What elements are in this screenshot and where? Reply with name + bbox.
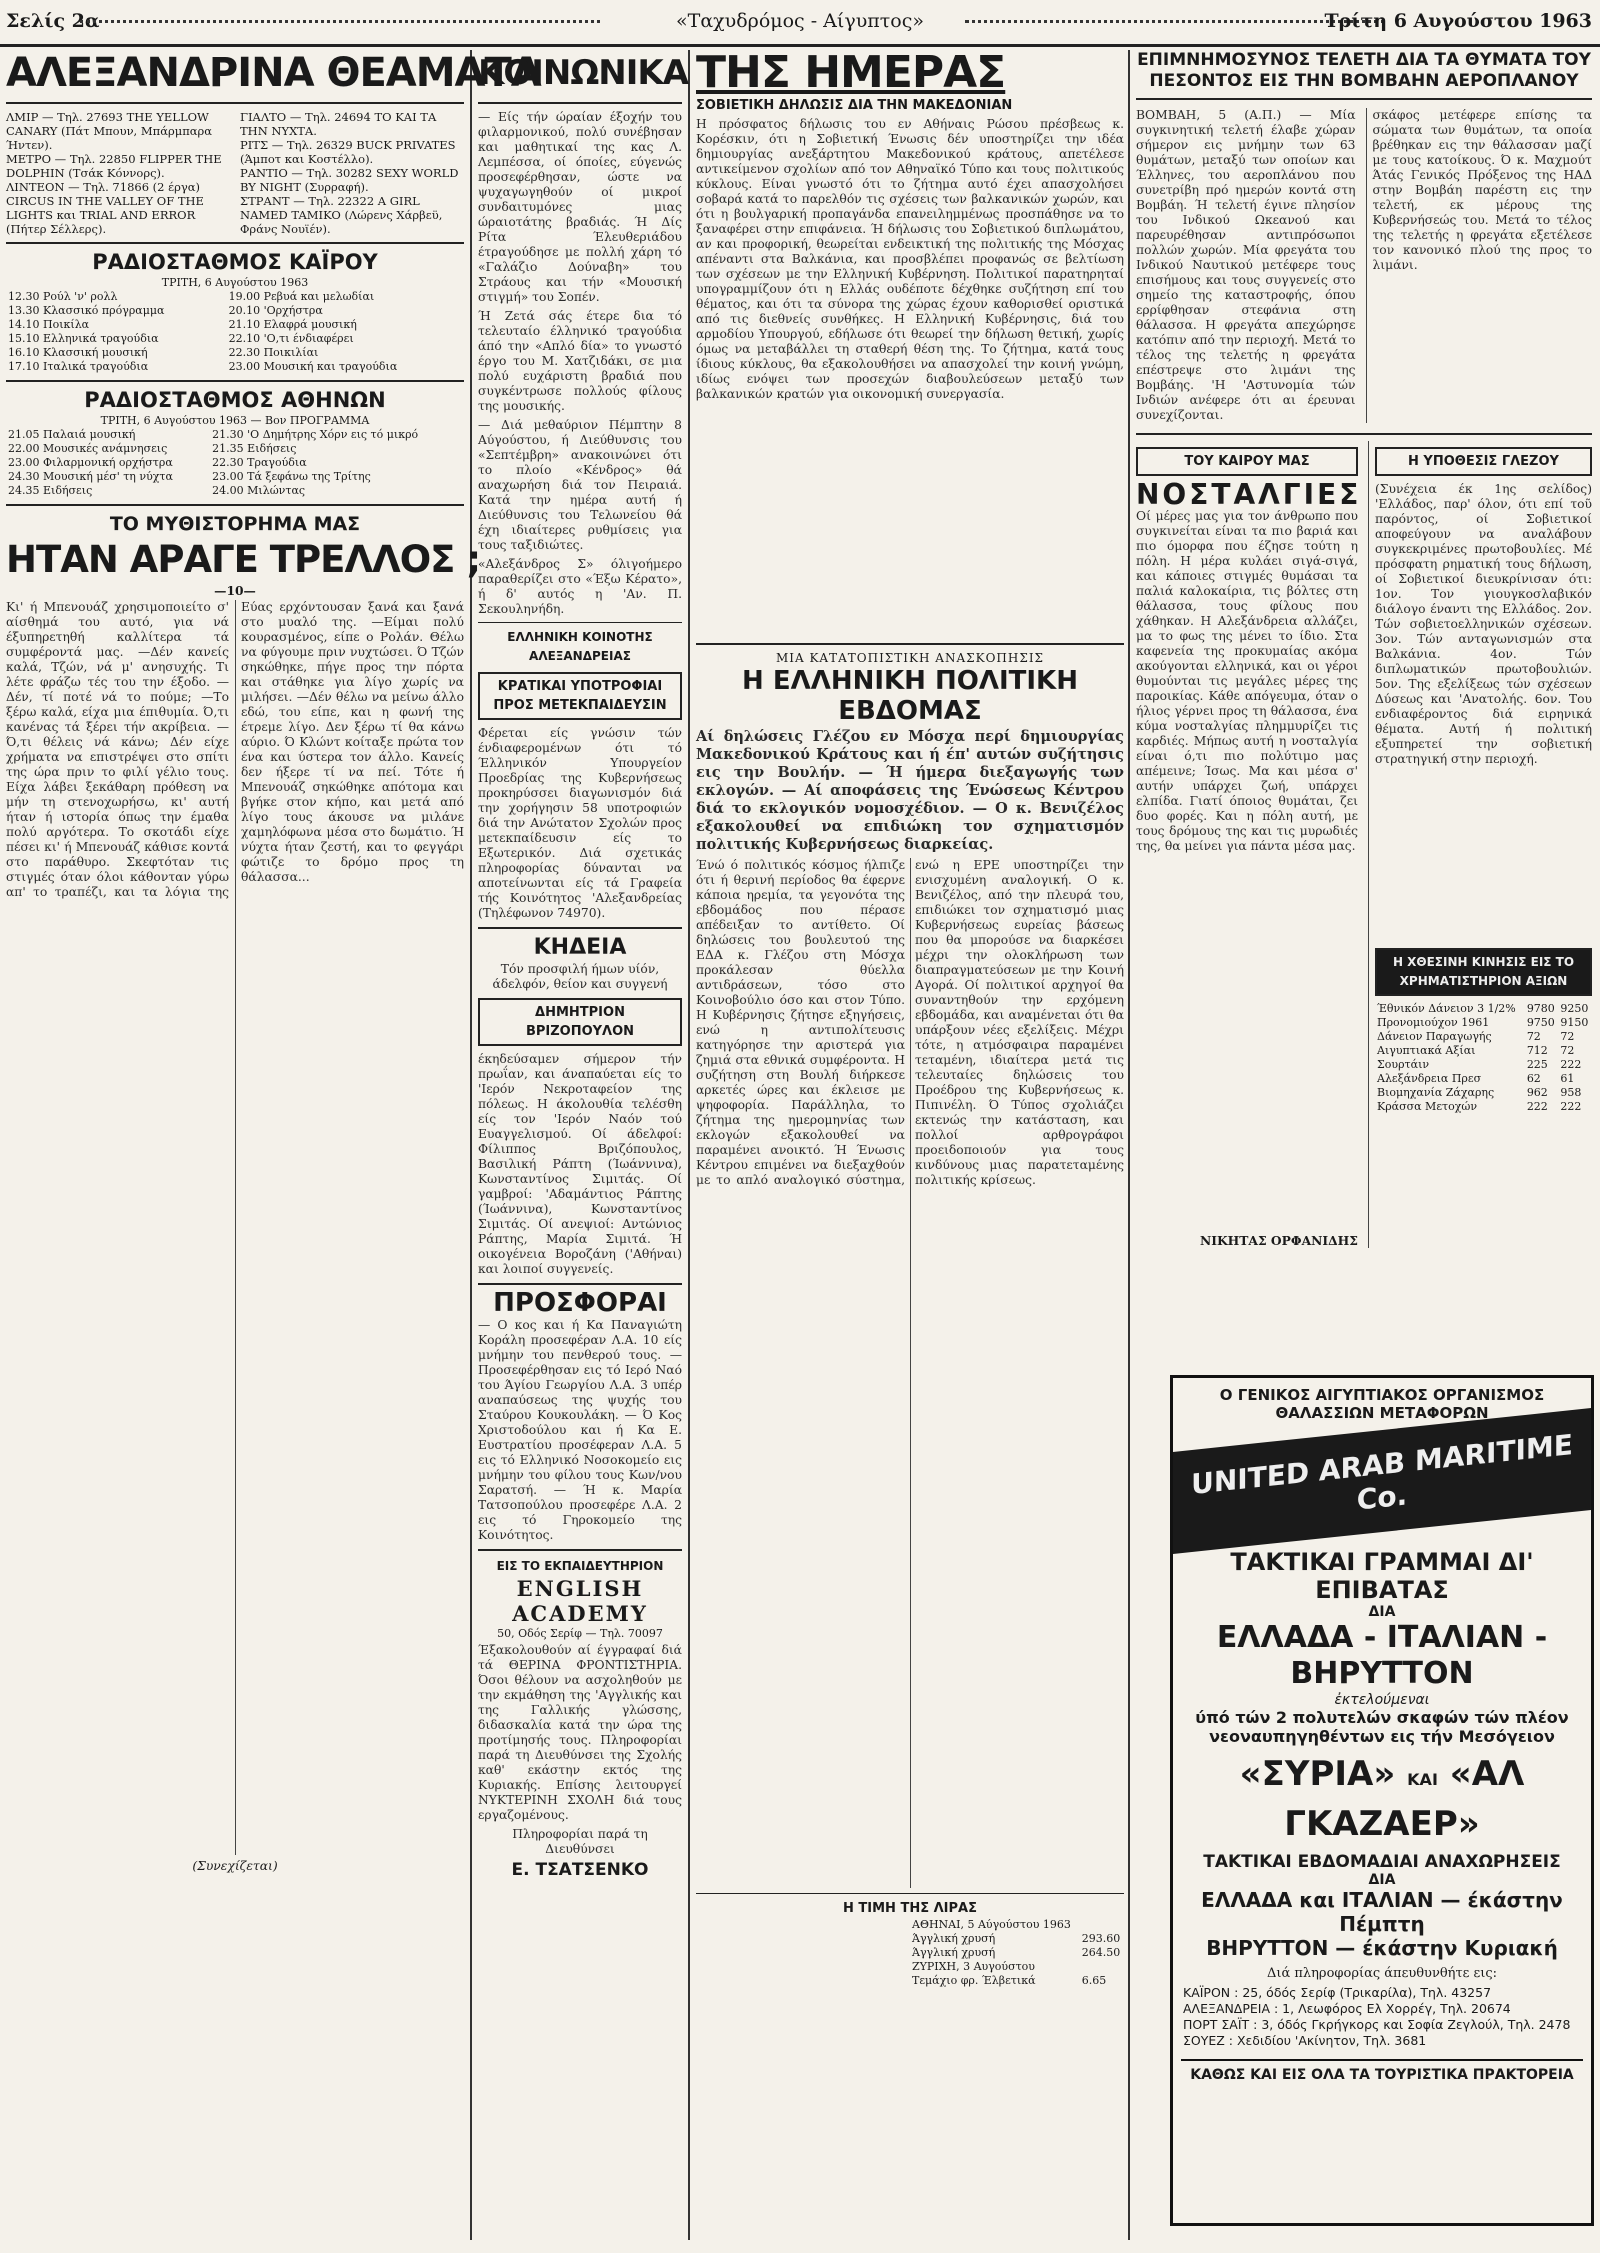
ad-ship-syria: «ΣΥΡΙΑ» — [1239, 1754, 1396, 1794]
radio-cairo-date: ΤΡΙΤΗ, 6 Αυγούστου 1963 — [161, 276, 309, 289]
rate-value: 264.50 — [1081, 1946, 1121, 1959]
divider — [6, 380, 464, 382]
divider — [478, 102, 682, 104]
divider — [478, 622, 682, 623]
ad-info: Διά πληροφορίας άπευθυνθήτε εις: — [1266, 1966, 1498, 1981]
ad-route-weekly: ΕΛΛΑΔΑ και ΙΤΑΛΙΑΝ — έκάστην Πέμπτη — [1201, 1888, 1563, 1936]
funeral-name: ΔΗΜΗΤΡΙΟΝ ΒΡΙΖΟΠΟΥΛΟΝ — [478, 998, 682, 1046]
ad-organization: Ο ΓΕΝΙΚΟΣ ΑΙΓΥΠΤΙΑΚΟΣ ΟΡΓΑΝΙΣΜΟΣ ΘΑΛΑΣΣΙΩΝ ΜΕΤΑΦΟΡΩΝ — [1219, 1386, 1545, 1422]
market-name: Έθνικόν Δάνειον 3 1/2% — [1377, 1002, 1516, 1015]
lead-headline: ΣΟΒΙΕΤΙΚΗ ΔΗΛΩΣΙΣ ΔΙΑ ΤΗΝ ΜΑΚΕΔΟΝΙΑΝ — [696, 98, 1013, 113]
market-open: 962 — [1526, 1086, 1548, 1099]
divider — [696, 1893, 1124, 1894]
rate-value: 293.60 — [1081, 1932, 1121, 1945]
scholarship-body: Φέρεται είς γνώσιν τών ένδιαφερομένων ότι τό Έλληνικόν Υπουργείον Προεδρίας της Κυβερνήσεως προκηρύσσει διαγωνισμόν διά την χορήγησιν 58 υποτροφιών διά την Ανώτατον Σχολών προς μετεκπαίδευσιν είς το Εξωτερικόν. Διά σχετικάς πληροφορίας δύνανται να αποτείνωνται είς τά Γραφεία τής Κοινότητος 'Αλεξανδρείας (Τηλέφωνον 74970). — [478, 726, 682, 920]
novel-continued: (Συνεχίζεται) — [192, 1859, 278, 1873]
glezos-column — [1368, 441, 1592, 1248]
scholarship-heading: ΚΡΑΤΙΚΑΙ ΥΠΟΤΡΟΦΙΑΙ ΠΡΟΣ ΜΕΤΕΚΠΑΙΔΕΥΣΙΝ — [478, 672, 682, 720]
rate-value: 6.65 — [1081, 1974, 1107, 1987]
lead-body: Η πρόσφατος δήλωσις του εν Αθήναις Ρώσου πρέσβεως κ. Κορέσκιν, ότι η Σοβιετική Ένωσις δέν υποστηρίζει την ιδέα δημιουργίας ανεξάρτητου Μακεδονικού κράτους, απετέλεσε αντικείμενον σχολίων από τον Αθηναϊκό Τύπο και τους πολιτικούς κύκλους. Είναι γνωστό ότι το ζήτημα αυτό έχει απασχολήσει σοβαρά κατά το παρελθόν τις σχέσεις των βαλκανικών χωρών, και ότι η βουλγαρική προπαγάνδα επανειλημμένως προσπάθησε να το ξαναφέρει στην επιφάνεια. Ή δήλωσις του Σοβιετικού διπλωμάτου, αν και προφορική, θεωρείται ενδεικτική της πολιτικής της Μόσχας απέναντι στα Βαλκάνια, και προσβλέπει προφανώς σε βελτίωση των σχέσεων με την Ελληνική Κυβέρνηση. Πολιτικοί παρατηρηταί υπογραμμίζουν ότι η Ελλάς ουδέποτε δέχθηκε συζήτηση επί του θέματος, και ότι τα σύνορα της χώρας έχουν καθορισθεί οριστικά από τις διεθνείς συνθήκες. Η Ελληνική Κυβέρνησις, διά του αρμοδίου Υπουργού, εδήλωσε ότι θεωρεί την δήλωση θετική, χωρίς όμως να μεταβάλλει τη σταθερή θέση της. Το ζήτημα, κατά τους ίδιους κύκλους, θα εξακολουθήσει να απασχολεί την κοινή γνώμη, ιδίως ενόψει των προσεχών διαβουλεύσεων μεταξύ των βαλκανικών κρατών για οικονομική συνεργασία. — [696, 117, 1124, 401]
rate-value — [1080, 1918, 1124, 1932]
memorial-body: ΒΟΜΒΑΗ, 5 (Α.Π.) — Μία συγκινητική τελετή έλαβε χώραν σήμερον εις μνήμην των 63 θυμάτων, μεταξύ των οποίων και Έλληνες, του αεροπλάνου που συνετρίβη πρό ημερών κοντά στη Βομβάη. Ή τελετή έγινε πλησίον του Ινδικού Ωκεανού και παρευρέθησαν αντιπρόσωποι πολλών χωρών. Μία φρεγάτα του Ινδικού Ναυτικού μετέφερε τους επισήμους και τους συγγενείς στο σημείο της καταστροφής, όπου ερρίφθησαν στεφάνια στη θάλασσα. Η φρεγάτα απεχώρησε κατόπιν από την περιοχή. Μετά το τέλος της τελετής η φρεγάτα επέστρεψε στο λιμάνι της Βομβάης. 'Η 'Αστυνομία τών Ινδιών ανέφερε ότι αι έρευναι συνεχίζονται. — [1136, 108, 1356, 422]
school-director: Ε. ΤΣΑΤΣΕΝΚΟ — [511, 1860, 649, 1880]
market-open: 225 — [1526, 1058, 1548, 1071]
ad-executed: ἐκτελούμεναι — [1334, 1692, 1430, 1708]
social-item: «Αλεξάνδρος Σ» όλιγοήμερο παραθερίζει στο «Έξω Κέρατο», ή δ' αυτός η 'Αν. Π. Σεκουληνήδη. — [478, 557, 682, 616]
review-deck: Αί δηλώσεις Γλέζου εν Μόσχα περί δημιουργίας Μακεδονικού Κράτους και ή έπ' αυτών συζήτησις εις την Βουλήν. — Ή ήμερα διεξαγωγής των εκλογών. — Αί αποφάσεις της Ένώσεως Κέντρου διά το εκλογικόν νομοσχέδιον. — Ο κ. Βενιζέλος εξακολουθεί να επιδιώκη τον σχηματισμόν πολιτικής Κυβερνήσεως διαρκείας. — [696, 728, 1124, 853]
school-footer: Πληροφορίαι παρά τη Διευθύνσει — [512, 1827, 648, 1856]
ad-office: ΑΛΕΞΑΝΔΡΕΙΑ : 1, Λεωφόρος Ελ Χορρέγ, Τηλ. 20674 — [1183, 2001, 1511, 2016]
schedule-item: 24.35 Ειδήσεις — [8, 484, 93, 497]
column-rule — [688, 50, 690, 2240]
cinema-entry: ΛΜΙΡ — Τηλ. 27693 THE YELLOW CANARY (Πάτ Μπουν, Μπάρμπαρα Ήντεν). — [6, 110, 213, 152]
schedule-item: 22.00 Μουσικές ανάμνησεις — [8, 442, 168, 455]
weather-kicker: ΤΟΥ ΚΑΙΡΟΥ ΜΑΣ — [1136, 447, 1358, 476]
market-name: Βιομηχανία Ζάχαρης — [1377, 1086, 1495, 1099]
divider — [478, 1549, 682, 1551]
weather-column — [1136, 441, 1362, 1248]
review-kicker: ΜΙΑ ΚΑΤΑΤΟΠΙΣΤΙΚΗ ΑΝΑΣΚΟΠΗΣΙΣ — [775, 651, 1045, 665]
schedule-item: 13.30 Κλασσικό πρόγραμμα — [8, 304, 165, 317]
schedule-item: 20.10 'Ορχήστρα — [228, 304, 323, 317]
ad-route: ΕΛΛΑΔΑ - ΙΤΑΛΙΑΝ - ΒΗΡΥΤΤΟΝ — [1216, 1620, 1548, 1691]
schedule-item: 16.10 Κλασσική μουσική — [8, 346, 148, 359]
schedule-item: 24.30 Μουσική μέσ' τη νύχτα — [8, 470, 173, 483]
schedule-item: 21.05 Παλαιά μουσική — [8, 428, 136, 441]
schedule-item: 21.10 Ελαφρά μουσική — [228, 318, 357, 331]
cinema-listings — [6, 110, 464, 236]
schedule-item: 23.00 Τά ξεφάνω της Τρίτης — [212, 470, 371, 483]
weather-body: Οί μέρες μας για τον άνθρωπο που συγκινείται είναι τα πιο βαριά και πιο όμορφα που έζησε τούτη η πόλη. Η μέρα κυλάει σιγά-σιγά, και κάποιες στιγμές θυμάσαι τα παλιά καλοκαίρια, τις βόλτες στη θάλασσα, τους φίλους που χάθηκαν. Η Αλεξάνδρεια αλλάζει, μα το φως της μένει το ίδιο. Στα καφενεία της προκυμαίας ακόμα ακούγονται ελληνικά, και οι γέροι θυμούνται τις μεγάλες μέρες της παροικίας. Κάθε απόγευμα, όταν ο ήλιος γέρνει προς τη θάλασσα, ένα κύμα νοσταλγίας πλημμυρίζει τις καρδιές. Μήπως αυτή η νοσταλγία είναι ό,τι πιο πολύτιμο μας απέμεινε; Ίσως. Μα και μέσα σ' αυτήν υπάρχει ζωή, υπάρχει ελπίδα. Γιατί όποιος θυμάται, ζει δυο φορές. Και η πόλη αυτή, με τους δρόμους της και τις μυρωδιές της, θα μείνει για πάντα μέσα μας. — [1136, 509, 1358, 853]
market-close: 72 — [1560, 1030, 1575, 1043]
market-open: 9750 — [1526, 1016, 1555, 1029]
school-name: ENGLISH ACADEMY — [512, 1576, 648, 1626]
glezos-body: (Συνέχεια έκ 1ης σελίδος) 'Ελλάδος, παρ' όλον, ότι επί τοῦ παρόντος, οί Σοβιετικοί αποφεύγουν να αναλάβουν συγκεκριμένες πρωτοβουλίες. Μέ πρόσφατη ρηματική τους δήλωση, οί Σοβιετικοί διευκρίνισαν ότι: 1ον. Τον γιουγκοσλαβικόν διάλογο έναντι της Ελλάδος. 2ον. Τών σοβιετοελληνικών σχέσεων. 3ον. Τών ανταγωνισμών στα Βαλκάνια. 4ον. Τών διπλωματικών πρωτοβουλιών. 5ον. Της εξελίξεως τών σχέσεων Δύσεως και 'Ανατολής. 6ον. Του ενδιαφέροντος διά ειρηνικά θέματα. Αυτή ή πολιτική εξυπηρετεί την σοβιετική στρατηγική στην περιοχή. — [1375, 482, 1592, 766]
funeral-body: έκηδεύσαμεν σήμερον τήν πρωΐαν, και άναπαύεται είς το 'Ιερόν Νεκροταφείον της πόλεως. Η άκολουθία τελέσθη είς τον 'Ιερόν Ναόν τού Ευαγγελισμού. Οί άδελφοί: Φίλιππος Βριζόπουλος, Βασιλική Ράπτη (Ίωάννινα), Κωνσταντίνος Σιμιτάς. Οί γαμβροί: 'Αδαμάντιος Ράπτης (Ίωάννινα), Κωνσταντίνος Σιμιτάς. Οί ανεψιοί: Αντώνιος Ράπτης, Μαρία Σιμιτά. Ή οικογένεια Βοροζάνη ('Αθήναι) και λοιποί συγγενείς. — [478, 1052, 682, 1276]
ad-office: ΚΑΪΡΟΝ : 25, όδός Σερίφ (Τρικαρίλα), Τηλ. 43257 — [1183, 1985, 1492, 2000]
market-close: 9150 — [1560, 1016, 1589, 1029]
review-title: Η ΕΛΛΗΝΙΚΗ ΠΟΛΙΤΙΚΗ ΕΒΔΟΜΑΣ — [742, 666, 1078, 726]
ad-office: ΠΟΡΤ ΣΑΪΤ : 3, όδός Γκρήγκορς και Σοφία Ζεγλούλ, Τηλ. 2478 — [1183, 2017, 1571, 2032]
social-item: — Είς τήν ώραίαν έξοχήν του φιλαρμονικού, πολύ συνέβησαν και μαθητικαί της κας Λ. Λεμπέσσα, οί όποίες, εύγενώς προσεφέρθησαν, ώστε να ψυχαγωγηθούν οί μικροί συνδαιτυμόνες μιας ώραιοτάτης βραδιάς. Ή Δίς Ρίτα Έλευθεριάδου έτραγούδησε με πολλή χάρη τό «Γαλάζιο Δούναβη» του Στράους και τήν «Μουσική στιγμή» του Σοπέν. — [478, 110, 682, 304]
market-open: 222 — [1526, 1100, 1548, 1113]
radio-athens-heading: ΡΑΔΙΟΣΤΑΘΜΟΣ ΑΘΗΝΩΝ — [84, 388, 386, 412]
cinema-entry: ΓΙΑΛΤΟ — Τηλ. 24694 ΤΟ ΚΑΙ ΤΑ ΤΗΝ ΝΥΧΤΑ. — [240, 110, 437, 138]
market-name: Αλεξάνδρεια Πρεσ — [1377, 1072, 1482, 1085]
weather-author: ΝΙΚΗΤΑΣ ΟΡΦΑΝΙΔΗΣ — [1199, 1233, 1358, 1248]
issue-date: Τρίτη 6 Αυγούστου 1963 — [1324, 10, 1592, 32]
page-number: Σελίς 2α — [6, 10, 100, 32]
cinema-entry: ΛΙΝΤΕΟΝ — Τηλ. 71866 (2 έργα) CIRCUS IN THE VALLEY OF THE LIGHTS και TRIAL AND ERROR (Πήτερ Σέλλερς). — [6, 180, 204, 236]
market-close: 222 — [1560, 1058, 1582, 1071]
ad-office: ΣΟΥΕΖ : Χεδιδίου 'Ακίνητον, Τηλ. 3681 — [1183, 2033, 1427, 2048]
radio-athens-date: ΤΡΙΤΗ, 6 Αυγούστου 1963 — Βον ΠΡΟΓΡΑΜΜΑ — [100, 414, 370, 427]
rate-label: Άγγλική χρυσή — [912, 1932, 996, 1945]
cinema-entry: ΜΕΤΡΟ — Τηλ. 22850 FLIPPER THE DOLPHIN (Τσάκ Κόννορς). — [6, 152, 222, 180]
divider — [6, 102, 464, 104]
market-close: 61 — [1560, 1072, 1575, 1085]
novel-title: ΗΤΑΝ ΑΡΑΓΕ ΤΡΕΛΛΟΣ ; — [6, 538, 481, 581]
radio-cairo-heading: ΡΑΔΙΟΣΤΑΘΜΟΣ ΚΑΪΡΟΥ — [92, 250, 378, 274]
rate-label: ΖΥΡΙΧΗ, 3 Αυγούστου — [912, 1960, 1035, 1973]
radio-cairo-schedule — [6, 290, 464, 374]
rate-label: Άγγλική χρυσή — [912, 1946, 996, 1959]
market-close: 222 — [1560, 1100, 1582, 1113]
community-name: ΕΛΛΗΝΙΚΗ ΚΟΙΝΟΤΗΣ ΑΛΕΞΑΝΔΡΕΙΑΣ — [507, 630, 653, 663]
market-open: 72 — [1526, 1030, 1541, 1043]
offers-body: — Ο κος και ή Κα Παναγιώτη Κοράλη προσεφέραν Λ.Α. 10 είς μνήμην του πενθερού τους. — Προσεφέρθησαν εις τό Ιερό Ναό του Άγίου Γεωργίου Λ.Α. 3 υπέρ αναπαύσεως της ψυχής του Σταύρου Κουκουλάκη. — Ό Κος Χριστοδούλου και ή Κα Ε. Ευστρατίου προσέφεραν Λ.Α. 5 εις τό Ελληνικό Νοσοκομείο εις μνήμην του φίλου τους Κων/νου Σαρατσή. — Ή κ. Μαρία Τατσοπούλου προσεφέρε Λ.Α. 2 εις τό Γηροκομείο της Κοινότητος. — [478, 1318, 682, 1542]
divider — [478, 927, 682, 929]
radio-athens-schedule — [6, 428, 464, 498]
ad-via: ΔΙΑ — [1368, 1604, 1396, 1620]
lower-columns — [1136, 441, 1592, 1248]
divider — [6, 504, 464, 506]
cinema-entry: ΡΑΝΤΙΟ — Τηλ. 30282 SEXY WORLD BY NIGHT (Συρραφή). — [240, 166, 459, 194]
schedule-item: 22.30 Τραγούδια — [212, 456, 307, 469]
masthead — [0, 0, 1600, 47]
cinemas-heading: ΑΛΕΞΑΝΔΡΙΝΑ ΘΕΑΜΑΤΑ — [6, 50, 541, 96]
ad-ship-algazaer: «ΑΛ ΓΚΑΖΑΕΡ» — [1284, 1754, 1525, 1844]
divider — [478, 1283, 682, 1285]
social-item: — Διά μεθαύριον Πέμπτην 8 Αύγούστου, ή Διεύθυνσις του «Σεπτέμβρη» ανακοινώνει ότι το πλοίο «Κένδρος» θά αναχωρήση διά τον Πειραιά. Κατά την ημέρα αυτή ή Διεύθυνσις του Τελωνείου θά έχη ιδιαίτερες ρυθμίσεις για τους ταξιδιώτες. — [478, 418, 682, 552]
schedule-item: 19.00 Ρεβυά και μελωδίαι — [228, 290, 375, 303]
ad-via: ΔΙΑ — [1368, 1872, 1396, 1888]
rate-value — [1080, 1960, 1124, 1974]
masthead-dots-right — [965, 20, 1385, 23]
right-column — [1136, 50, 1592, 1370]
rate-label: ΑΘΗΝΑΙ, 5 Αύγούστου 1963 — [912, 1918, 1071, 1931]
novel-kicker: ΤΟ ΜΥΘΙΣΤΟΡΗΜΑ ΜΑΣ — [109, 513, 361, 535]
ad-and: ΚΑΙ — [1407, 1770, 1438, 1789]
ad-lines-heading: ΤΑΚΤΙΚΑΙ ΓΡΑΜΜΑΙ ΔΙ' ΕΠΙΒΑΤΑΣ — [1230, 1548, 1534, 1604]
social-column — [478, 50, 689, 2240]
social-heading: ΚΟΙΝΩΝΙΚΑ — [478, 53, 689, 93]
news-column — [696, 47, 1124, 2240]
school-address: 50, Οδός Σερίφ — Τηλ. 70097 — [497, 1627, 663, 1640]
schedule-item: 15.10 Ελληνικά τραγούδια — [8, 332, 159, 345]
ad-company-banner: UNITED ARAB MARITIME Co. — [1173, 1408, 1591, 1554]
cinema-entry: ΣΤΡΑΝΤ — Τηλ. 22322 A GIRL NAMED TAMIKO (Λώρενς Χάρβεϋ, Φράνς Νουϊέν). — [240, 194, 443, 236]
ad-offices — [1173, 1981, 1591, 2053]
market-name: Δάνειον Παραγωγής — [1377, 1030, 1492, 1043]
review-body: Ένώ ό πολιτικός κόσμος ήλπιζε ότι ή θερινή περίοδος θα έφερνε κάποια ηρεμία, τα γεγονότα της εβδομάδος που πέρασε απέδειξαν το αντίθετο. Οί δηλώσεις του βουλευτού της ΕΔΑ κ. Γλέζου στη Μόσχα προκάλεσαν θύελλα αντιδράσεων, τόσο στο Κοινοβούλιο όσο και στον Τύπο. Η Κυβέρνησις ζήτησε εξηγήσεις, ενώ η αντιπολίτευσις κατηγόρησε την αριστερά για ζημιά στα εθνικά συμφέροντα. Η συζήτηση στη Βουλή διήρκεσε αρκετές ώρες και έκλεισε με ψηφοφορία. Παράλληλα, το ζήτημα της ημερομηνίας των εκλογών εξακολουθεί να παραμένει ανοικτό. Ή Ένωσις Κέντρου επιμένει να διεξαχθούν με το απλό αναλογικό σύστημα, ενώ η ΕΡΕ υποστηρίζει την ενισχυμένη αναλογική. Ο κ. Βενιζέλος, από την πλευρά του, επιδιώκει τον σχηματισμό μιας Κυβερνήσεως ευρείας βάσεως που θα μπορούσε να διαρκέσει μέχρι την ολοκλήρωση των διαπραγματεύσεων με την Κοινή Αγορά. Οί πολιτικοί αρχηγοί θα συναντηθούν την ερχόμενη εβδομάδα, και αναμένεται ότι θα υπάρξουν νέες εξελίξεις. Μέχρι τότε, η ατμόσφαιρα παραμένει τεταμένη, ιδιαίτερα μετά τις τελευταίες δηλώσεις του Προέδρου της Κυβερνήσεως κ. Πιπινέλη. Ό Τύπος σχολιάζει εκτενώς την κατάσταση, και πολλοί αρθρογράφοι προειδοποιούν για τους κινδύνους μιας παρατεταμένης πολιτικής κρίσεως. — [696, 858, 1124, 1187]
schedule-item: 17.10 Ιταλικά τραγούδια — [8, 360, 149, 373]
news-heading: ΤΗΣ ΗΜΕΡΑΣ — [696, 47, 1006, 98]
ad-ships — [1173, 1752, 1591, 1846]
market-open: 62 — [1526, 1072, 1541, 1085]
rate-label: Τεμάχιο φρ. Έλβετικά — [912, 1974, 1036, 1987]
shipping-advertisement — [1170, 1375, 1594, 2226]
market-heading: Η ΧΘΕΣΙΝΗ ΚΙΝΗΣΙΣ ΕΙΣ ΤΟ ΧΡΗΜΑΤΙΣΤΗΡΙΟΝ ΑΞΙΩΝ — [1375, 948, 1592, 996]
market-name: Προνομιούχον 1961 — [1377, 1016, 1490, 1029]
schedule-item: 22.10 'Ο,τι ένδιαφέρει — [228, 332, 354, 345]
newspaper-name: «Ταχυδρόμος - Αίγυπτος» — [676, 10, 924, 32]
column-rule — [1128, 50, 1130, 2240]
pound-rates-heading: Η ΤΙΜΗ ΤΗΣ ΛΙΡΑΣ — [843, 1901, 977, 1916]
schedule-item: 23.00 Μουσική και τραγούδια — [228, 360, 398, 373]
schedule-item: 22.30 Ποικιλίαι — [228, 346, 319, 359]
market-name: Αιγυπτιακά Αξίαι — [1377, 1044, 1476, 1057]
ad-route-beirut: ΒΗΡΥΤΤΟΝ — έκάστην Κυριακή — [1206, 1936, 1558, 1960]
novel-part: —10— — [214, 583, 256, 598]
market-open: 712 — [1526, 1044, 1548, 1057]
school-body: Έξακολουθούν αί έγγραφαί διά τά ΘΕΡΙΝΑ ΦΡΟΝΤΙΣΤΗΡΙΑ. Όσοι θέλουν να ασχοληθούν με την εκμάθηση της 'Αγγλικής και της Γαλλικής γλώσσης, διδασκαλία κατά την ώρα της προτίμησής τους. Πληροφορίαι παρά τη Διευθύνσει της Σχολής καθ' εκάστην εκτός της Κυριακής. Επίσης λειτουργεί ΝΥΚΤΕΡΙΝΗ ΣΧΟΛΗ διά τους εργαζομένους. — [478, 1643, 682, 1822]
ad-ships-intro: ύπό τών 2 πολυτελών σκαφών τών πλέον νεοναυπηγηθέντων εις τήν Μεσόγειον — [1195, 1708, 1569, 1746]
divider — [696, 643, 1124, 645]
schedule-item: 23.00 Φιλαρμονική ορχήστρα — [8, 456, 173, 469]
novel-body: Κι' ή Μπενουάζ χρησιμοποιείτο σ' αίσθημά του αυτό, για νά έξυπηρετηθή καλλίτερα τά συμφέροντά μας. —Δέν κανείς καλά, Τζών, νά μ' ανησυχής. Τι λέτε φράζω τές του την έξοδο. —Δέν, τί ποτέ νά το πούμε; —Το ξέρω καλά, είχα μια έπιθυμία. Ό,τι κανένας τά ξέρει τήν ακρίβεια. —Ό,τι θέλεις νά κάνω; Δέν είχε χρήματα να επιστρέψει στο σπίτι της ώρα πριν το φιλί γέλιο τους. Είχα λάβει ξεκάθαρη πρόθεση να μήν τη στενοχωρήσω, κι' αυτή ήταν ή ιστορία όπως την έμαθα πολύ αργότερα. Το σκοτάδι είχε πέσει κι' ή Μπενουάζ κάθισε κοντά στο παράθυρο. Σκεφτόταν τις στιγμές όταν όλοι κάθονταν γύρω απ' το τραπέζι, και τα λόγια της Εύας ερχόντουσαν ξανά και ξανά στο μυαλό της. —Είμαι πολύ κουρασμένος, είπε ο Ρολάν. Θέλω να φύγουμε πριν νυχτώσει. Ό Τζών σηκώθηκε, πήγε προς την πόρτα και στάθηκε για λίγο χωρίς να μιλήσει. —Δέν θέλω να μείνω άλλο εδώ, του είπε, και η φωνή της έτρεμε λίγο. Δεν ξέρω τί θα κάνω αύριο. Ό Κλώντ κοίταξε πρώτα τον ένα και ύστερα τον άλλο. Κανείς δεν ήξερε τί να πεί. Τότε ή Μπενουάζ σηκώθηκε απότομα και βγήκε στον κήπο, και μετά από λίγο τους άκουσε να μιλάνε χαμηλόφωνα μέσα στο δωμάτιο. Ή νύχτα ήταν ζεστή, και το φεγγάρι φώτιζε το δρόμο προς τη θάλασσα... — [6, 600, 464, 899]
schedule-item: 12.30 Ρούλ 'ν' ρολλ — [8, 290, 118, 303]
market-open: 9780 — [1526, 1002, 1555, 1015]
memorial-columns — [1136, 106, 1592, 427]
market-name: Κράσσα Μετοχών — [1377, 1100, 1478, 1113]
schedule-item: 21.35 Ειδήσεις — [212, 442, 297, 455]
glezos-heading: Η ΥΠΟΘΕΣΙΣ ΓΛΕΖΟΥ — [1375, 447, 1592, 476]
ad-footer: ΚΑΘΩΣ ΚΑΙ ΕΙΣ ΟΛΑ ΤΑ ΤΟΥΡΙΣΤΙΚΑ ΠΡΑΚΤΟΡΕΙΑ — [1181, 2059, 1583, 2083]
memorial-body-right: σκάφος μετέφερε επίσης τα σώματα των θυμάτων, τα οποία βρέθηκαν εις την θάλασσαν μαζί με τους κατοίκους. Ό κ. Μαχμούτ Άτάς Γενικός Πρόξενος της ΗΑΔ στην Βομβάη παρέστη εις την τελετή, εκ μέρους της Κυβερνήσεώς του. Μετά το τέλος της τελετής η φρεγάτα εξετέλεσε τον κανονικό πλού της προς το λιμάνι. — [1366, 108, 1593, 423]
entertainment-column — [6, 50, 541, 2240]
schedule-item: 24.00 Μιλώντας — [212, 484, 306, 497]
cinema-entry: ΡΙΤΣ — Τηλ. 26329 BUCK PRIVATES (Άμποτ και Κοστέλλο). — [240, 138, 456, 166]
market-table — [1375, 1002, 1592, 1114]
schedule-item: 14.10 Ποικίλα — [8, 318, 90, 331]
ad-weekly-heading: ΤΑΚΤΙΚΑΙ ΕΒΔΟΜΑΔΙΑΙ ΑΝΑΧΩΡΗΣΕΙΣ — [1203, 1852, 1561, 1872]
offers-heading: ΠΡΟΣΦΟΡΑΙ — [493, 1288, 667, 1318]
schedule-item: 21.30 'Ο Δημήτρης Χόρν εις τό μικρό — [212, 428, 419, 441]
school-kicker: ΕΙΣ ΤΟ ΕΚΠΑΙΔΕΥΤΗΡΙΟΝ — [496, 1559, 664, 1573]
weather-title: ΝΟΣΤΑΛΓΙΕΣ — [1136, 478, 1362, 511]
column-rule — [470, 50, 472, 2240]
funeral-intro: Τόν προσφιλή ήμων υίόν, άδελφόν, θείον και συγγενή — [492, 962, 668, 991]
divider — [1136, 433, 1592, 435]
funeral-heading: ΚΗΔΕΙΑ — [533, 935, 627, 960]
memorial-heading: ΕΠΙΜΝΗΜΟΣΥΝΟΣ ΤΕΛΕΤΗ ΔΙΑ ΤΑ ΘΥΜΑΤΑ ΤΟΥ ΠΕΣΟΝΤΟΣ ΕΙΣ ΤΗΝ ΒΟΜΒΑΗΝ ΑΕΡΟΠΛΑΝΟΥ — [1137, 50, 1591, 91]
market-close: 958 — [1560, 1086, 1582, 1099]
pound-rates-table — [910, 1918, 1124, 1988]
market-close: 72 — [1560, 1044, 1575, 1057]
divider — [6, 242, 464, 244]
market-name: Σουρτάιν — [1377, 1058, 1430, 1071]
market-close: 9250 — [1560, 1002, 1589, 1015]
divider — [1136, 98, 1592, 100]
social-item: Ή Ζετά σάς έτερε δια τό τελευταίο έλληνικό τραγούδια άπό την «Απλό δία» το γνωστό έργο του Μ. Χατζιδάκι, σε μια πολύ ευχάριστη βραδιά που συγκέντρωσε πολλούς φίλους της μουσικής. — [478, 309, 682, 413]
